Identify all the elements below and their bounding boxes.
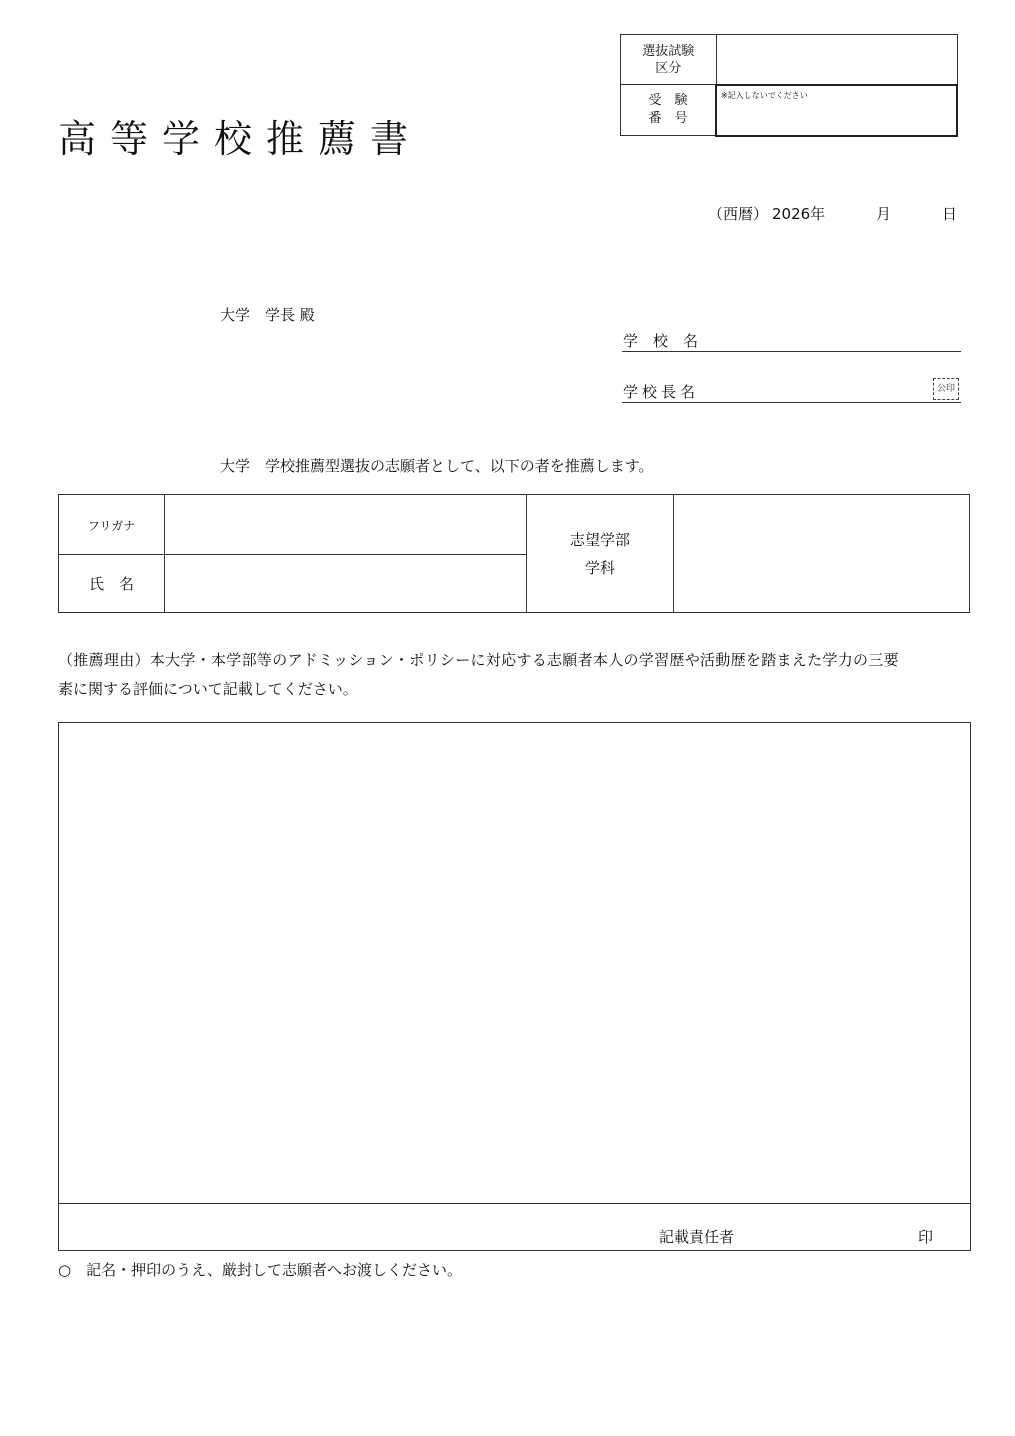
furigana-field[interactable] — [165, 495, 527, 555]
writer-name-field[interactable] — [755, 1213, 905, 1247]
name-field[interactable] — [165, 555, 527, 613]
reason-divider — [59, 1203, 970, 1204]
name-label-cell — [59, 555, 165, 613]
exam-number-field[interactable] — [716, 85, 957, 136]
recommendation-statement: 大学 学校推薦型選抜の志願者として、以下の者を推薦します。 — [220, 457, 654, 475]
exam-number-label-line2: 番 号 — [648, 111, 688, 126]
addressee: 大学 学長 殿 — [220, 306, 315, 324]
footer-note: ○ 記名・押印のうえ、厳封して志願者へお渡しください。 — [58, 1261, 462, 1279]
principal-name-field[interactable] — [622, 378, 961, 403]
date-era: （西暦） — [708, 205, 769, 223]
applicant-table — [58, 494, 970, 613]
writer-seal-label: 印 — [918, 1228, 934, 1246]
principal-name-label: 学校長名 — [623, 383, 700, 401]
reason-instruction-line1: （推薦理由）本大学・本学部等のアドミッション・ポリシーに対応する志願者本人の学習歴や活動歴を踏まえた学力の三要 — [58, 651, 899, 669]
exam-number-note: ※記入しないでください — [721, 90, 808, 100]
desired-faculty-label: 志望学部 — [569, 530, 630, 549]
exam-category-field[interactable] — [716, 35, 957, 85]
reason-text-area[interactable] — [59, 723, 970, 1203]
official-seal-box — [933, 378, 959, 400]
school-name-label: 学 校 名 — [623, 332, 699, 350]
reason-box — [58, 722, 971, 1251]
date-month: 月 — [876, 205, 892, 223]
exam-category-label — [621, 35, 717, 85]
furigana-label: フリガナ — [87, 519, 136, 533]
desired-department-label-cell — [527, 495, 674, 613]
date-year: 2026年 — [772, 205, 826, 223]
official-seal-label: 公印 — [936, 384, 955, 394]
desired-department-field[interactable] — [674, 495, 970, 613]
exam-info-box — [620, 34, 958, 137]
furigana-label-cell — [59, 495, 165, 555]
date-day: 日 — [942, 205, 958, 223]
exam-number-label — [621, 85, 717, 136]
writer-label: 記載責任者 — [659, 1228, 735, 1246]
name-label: 氏 名 — [88, 575, 134, 593]
page-title: 高等学校推薦書 — [58, 117, 423, 161]
exam-number-label-line1: 受 験 — [648, 93, 688, 108]
exam-category-label-line2: 区分 — [655, 60, 682, 76]
reason-instruction-line2: 素に関する評価について記載してください。 — [58, 680, 358, 698]
school-name-field[interactable] — [622, 328, 961, 352]
exam-category-label-line1: 選抜試験 — [642, 43, 695, 59]
desired-department-label: 学科 — [584, 558, 615, 577]
